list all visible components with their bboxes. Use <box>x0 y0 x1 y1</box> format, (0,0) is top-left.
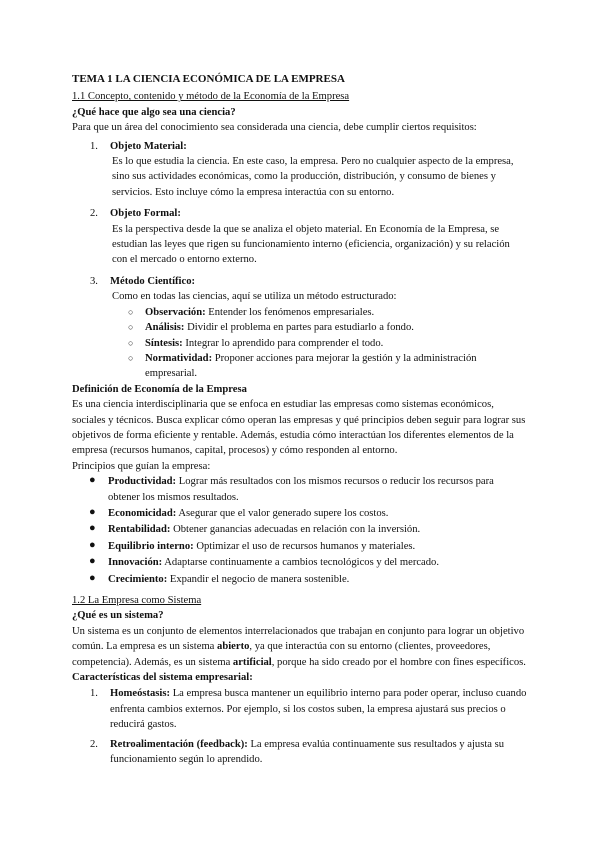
item-heading: Objeto Formal: <box>110 208 181 220</box>
list-item: ○ Análisis: Dividir el problema en partes para estudiarlo a fondo. <box>128 322 414 334</box>
methods-list <box>72 305 527 382</box>
list-item: ○ Normatividad: Proponer acciones para mejorar la gestión y la administración empresarial. <box>128 352 477 380</box>
science-question: ¿Qué hace que algo sea una ciencia? <box>72 106 236 118</box>
list-item: 3. Método Científico: Como en todas las ciencias, aquí se utiliza un método estructurado: <box>72 274 527 305</box>
list-item: ● Innovación: Adaptarse continuamente a cambios tecnológicos y del mercado. <box>89 555 439 569</box>
list-item: ○ Síntesis: Integrar lo aprendido para comprender el todo. <box>128 337 384 349</box>
section-1-2-subtitle: 1.2 La Empresa como Sistema <box>72 595 202 606</box>
list-item: ● Rentabilidad: Obtener ganancias adecuadas en relación con la inversión. <box>89 522 421 536</box>
item-text: Es lo que estudia la ciencia. En este caso, la empresa. Pero no cualquier aspecto de la empresa, sino sus actividades económicas, como la producción, distribución, y consumo de bienes y servicios. Esto incluye cómo la empresa interactúa con su entorno. <box>112 156 514 198</box>
list-item: ● Economicidad: Asegurar que el valor generado supere los costos. <box>89 505 389 519</box>
list-item: 1. Objeto Material: Es lo que estudia la ciencia. En este caso, la empresa. Pero no cualquier aspecto de la empresa, sino sus actividades económicas, como la producción, distribución, y consumo de bienes y servicios. Esto incluye cómo la empresa interactúa con su entorno. <box>72 139 527 201</box>
list-item: ● Crecimiento: Expandir el negocio de manera sostenible. <box>89 571 350 585</box>
item-heading: Objeto Material: <box>110 140 187 152</box>
item-text: Es la perspectiva desde la que se analiza el objeto material. En Economía de la Empresa, se estudian las leyes que rigen su funcionamiento interno (eficiencia, organización) y su relación con el mercado o entorno externo. <box>112 223 510 266</box>
list-item: ● Equilibrio interno: Optimizar el uso de recursos humanos y materiales. <box>89 538 416 552</box>
list-item: ● Productividad: Lograr más resultados con los mismos recursos o reducir los recursos para obtener los mismos resultados. <box>89 474 494 503</box>
doc-title: TEMA 1 LA CIENCIA ECONÓMICA DE LA EMPRESA <box>72 73 345 85</box>
characteristics-heading: Características del sistema empresarial: <box>72 672 253 684</box>
principles-intro: Principios que guían la empresa: <box>72 460 211 472</box>
item-text: Como en todas las ciencias, aquí se utiliza un método estructurado: <box>112 291 397 303</box>
list-item: 2. Objeto Formal: Es la perspectiva desde la que se analiza el objeto material. En Economía de la Empresa, se estudian las leyes que rigen su funcionamiento interno (eficiencia, organización) y su relación con el mercado o entorno externo. <box>72 206 527 268</box>
definition-heading: Definición de Economía de la Empresa <box>72 383 247 395</box>
list-item: 2. Retroalimentación (feedback): La empresa evalúa continuamente sus resultados y ajusta su funcionamiento según lo aprendido. <box>90 738 505 766</box>
characteristics-list <box>72 686 527 767</box>
definition-text: Es una ciencia interdisciplinaria que se enfoca en estudiar las empresas como sistemas económicos, sociales y técnicos. Busca explicar cómo operan las empresas y qué principios deben seguir para lograr sus objetivos de forma eficiente y rentable. Además, estudia cómo interactúan los diferentes elementos de la empresa (recursos humanos, capital, procesos) y cómo responden al entorno. <box>72 399 526 457</box>
item-heading: Método Científico: <box>110 275 196 287</box>
science-intro: Para que un área del conocimiento sea considerada una ciencia, debe cumplir ciertos requisitos: <box>72 122 477 134</box>
list-item: 1. Homeóstasis: La empresa busca mantener un equilibrio interno para poder operar, incluso cuando enfrenta cambios externos. Por ejemplo, si los costos suben, la empresa ajustará sus precios o reducirá gastos. <box>90 688 527 731</box>
list-item: ○ Observación: Entender los fenómenos empresariales. <box>128 306 375 318</box>
section-1-1-subtitle: 1.1 Concepto, contenido y método de la Economía de la Empresa <box>72 91 350 103</box>
science-requirements-list <box>72 139 527 305</box>
system-question: ¿Qué es un sistema? <box>72 610 164 622</box>
document-page <box>72 72 527 767</box>
principles-list <box>72 474 527 587</box>
system-text: Un sistema es un conjunto de elementos interrelacionados que trabajan en conjunto para lograr un objetivo común. La empresa es un sistema abierto, ya que interactúa con su entorno (clientes, proveedores, competencia). Además, es un sistema artificial, porque ha sido creado por el hombre con fines específicos. <box>72 625 526 668</box>
